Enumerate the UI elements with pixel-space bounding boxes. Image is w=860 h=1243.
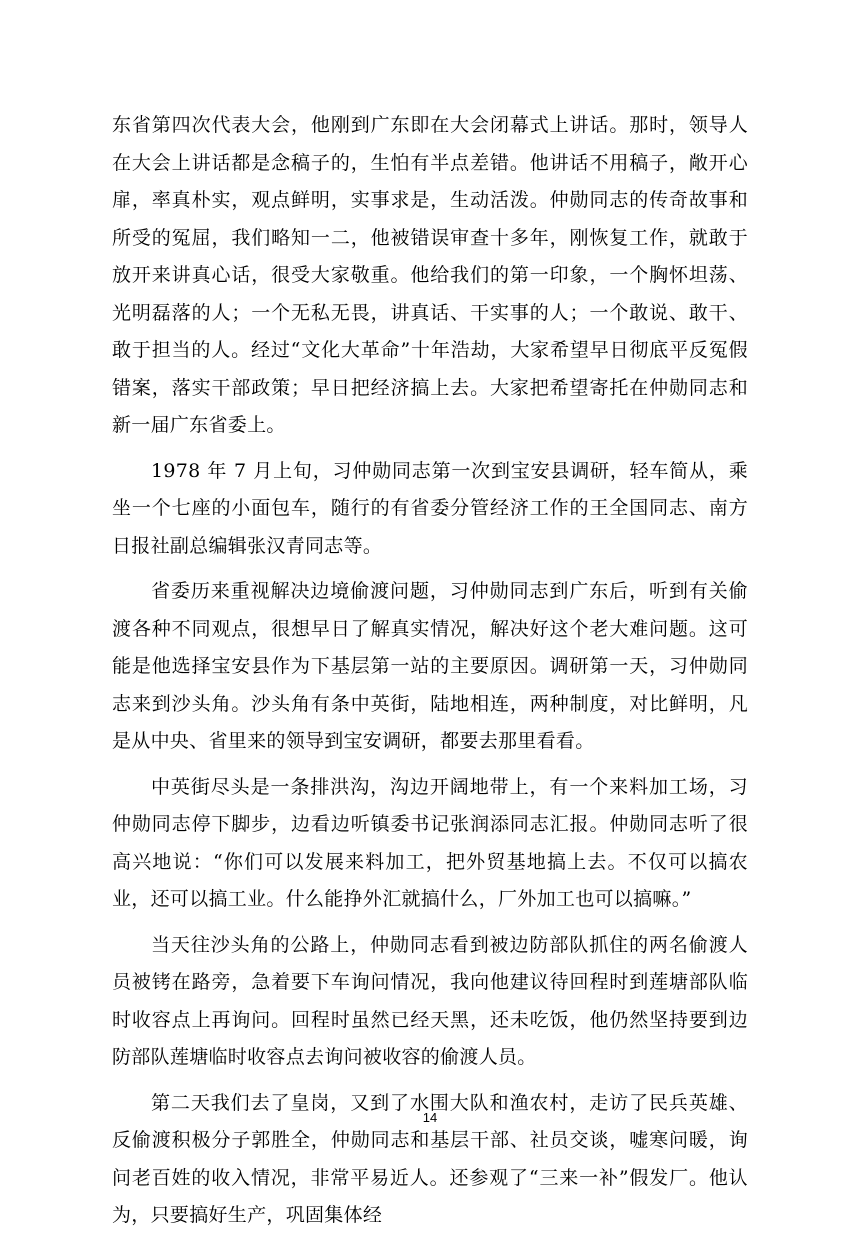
paragraph: 第二天我们去了皇岗，又到了水围大队和渔农村，走访了民兵英雄、反偷渡积极分子郭胜全，仲勋同志和基层干部、社员交谈，嘘寒问暖，询问老百姓的收入情况，非常平易近人。还参观了“三来一补”假发厂。他认为，只要搞好生产，巩固集体经 [112, 1091, 748, 1226]
page-number: 14 [422, 1110, 438, 1125]
paragraph: 1978 年 7 月上旬，习仲勋同志第一次到宝安县调研，轻车简从，乘坐一个七座的小面包车，随行的有省委分管经济工作的王全国同志、南方日报社副总编辑张汉青同志等。 [112, 459, 748, 557]
paragraph: 当天往沙头角的公路上，仲勋同志看到被边防部队抓住的两名偷渡人员被铐在路旁，急着要下车询问情况，我向他建议待回程时到莲塘部队临时收容点上再询问。回程时虽然已经天黑，还未吃饭，他仍然坚持要到边防部队莲塘临时收容点去询问被收容的偷渡人员。 [112, 933, 748, 1068]
body-text [112, 107, 748, 1243]
paragraph-continued: 东省第四次代表大会，他刚到广东即在大会闭幕式上讲话。那时，领导人在大会上讲话都是念稿子的，生怕有半点差错。他讲话不用稿子，敞开心扉，率真朴实，观点鲜明，实事求是，生动活泼。仲勋同志的传奇故事和所受的冤屈，我们略知一二，他被错误审查十多年，刚恢复工作，就敢于放开来讲真心话，很受大家敬重。他给我们的第一印象，一个胸怀坦荡、光明磊落的人；一个无私无畏，讲真话、干实事的人；一个敢说、敢干、敢于担当的人。经过“文化大革命”十年浩劫，大家希望早日彻底平反冤假错案，落实干部政策；早日把经济搞上去。大家把希望寄托在仲勋同志和新一届广东省委上。 [112, 114, 748, 436]
paragraph: 省委历来重视解决边境偷渡问题，习仲勋同志到广东后，听到有关偷渡各种不同观点，很想早日了解真实情况，解决好这个老大难问题。这可能是他选择宝安县作为下基层第一站的主要原因。调研第一天，习仲勋同志来到沙头角。沙头角有条中英街，陆地相连，两种制度，对比鲜明，凡是从中央、省里来的领导到宝安调研，都要去那里看看。 [112, 580, 748, 752]
paragraph: 中英街尽头是一条排洪沟，沟边开阔地带上，有一个来料加工场，习仲勋同志停下脚步，边看边听镇委书记张润添同志汇报。仲勋同志听了很高兴地说：“你们可以发展来料加工，把外贸基地搞上去。不仅可以搞农业，还可以搞工业。什么能挣外汇就搞什么，厂外加工也可以搞嘛。” [112, 775, 748, 910]
